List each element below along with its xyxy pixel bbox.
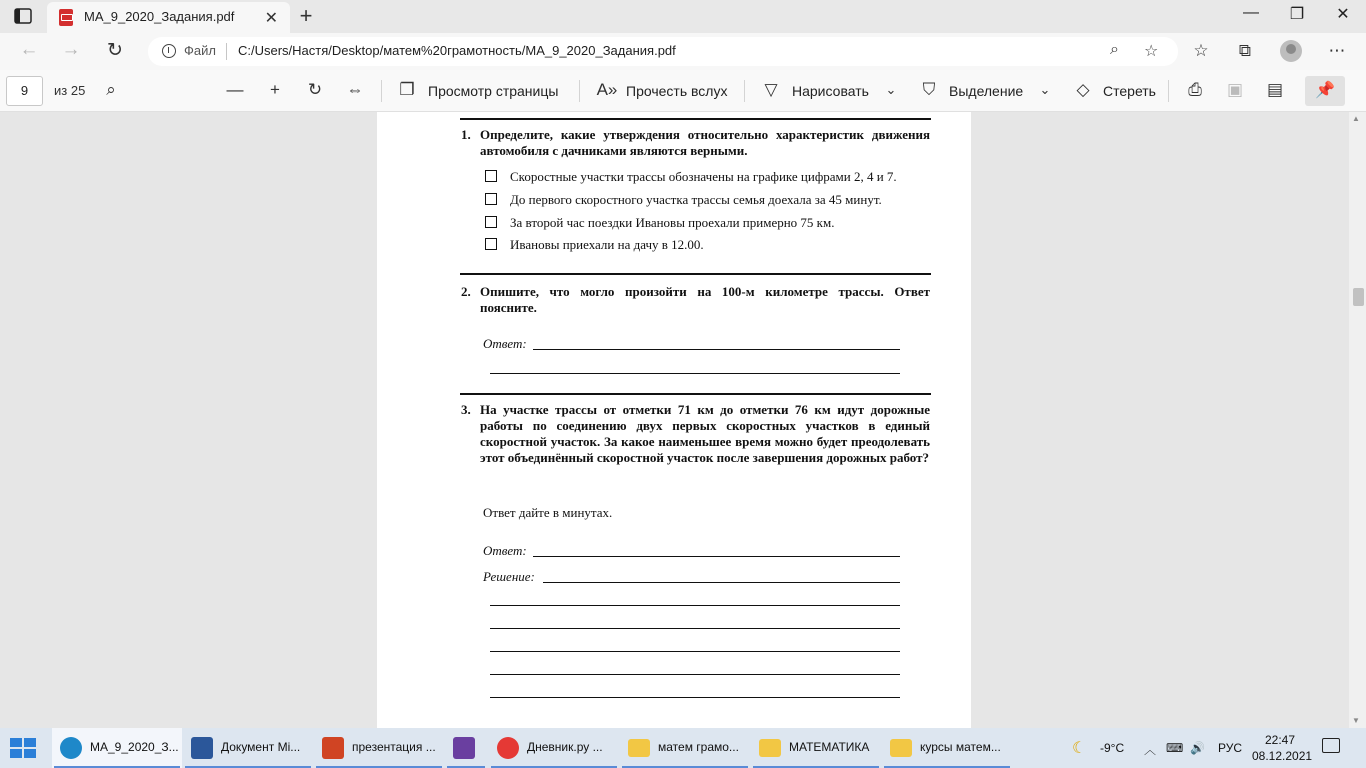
chevron-up-icon[interactable]: ︿ <box>1144 743 1157 757</box>
checkbox[interactable] <box>485 238 497 250</box>
tab-active[interactable] <box>47 2 290 33</box>
zoom-in-icon[interactable]: + <box>270 80 280 99</box>
taskbar-app-folder[interactable] <box>751 728 881 768</box>
read-aloud-button[interactable]: Прочесть вслух <box>626 83 728 99</box>
maximize-button[interactable]: ❐ <box>1289 6 1305 23</box>
page-count: из 25 <box>54 83 86 98</box>
pdf-viewer <box>0 112 1366 728</box>
more-menu-icon[interactable]: ⋯ <box>1328 41 1346 60</box>
question-number: 3. <box>461 402 471 417</box>
print-icon[interactable]: ⎙ <box>1188 80 1202 99</box>
checkbox[interactable] <box>485 216 497 228</box>
tab-title: MA_9_2020_Задания.pdf <box>84 9 235 24</box>
solution-line <box>490 697 900 698</box>
start-button[interactable] <box>10 738 38 758</box>
option-label: За второй час поездки Ивановы проехали примерно 75 км. <box>510 215 835 230</box>
divider <box>744 80 745 102</box>
taskbar-app-label: матем грамо... <box>658 740 739 754</box>
close-window-button[interactable]: ✕ <box>1336 6 1350 23</box>
answer-label: Ответ: <box>483 543 527 558</box>
erase-button[interactable]: Стереть <box>1103 83 1156 99</box>
option-label: Ивановы приехали на дачу в 12.00. <box>510 237 704 252</box>
solution-line <box>490 605 900 606</box>
taskbar-app-word[interactable] <box>183 728 313 768</box>
url-text[interactable]: C:/Users/Настя/Desktop/матем%20грамотность/MA_9_2020_Задания.pdf <box>238 43 676 58</box>
instruction-text: Ответ дайте в минутах. <box>483 505 613 520</box>
divider <box>460 273 931 275</box>
powerpoint-icon <box>322 737 344 759</box>
divider <box>226 43 227 60</box>
taskbar <box>0 728 1366 768</box>
answer-line <box>533 556 900 557</box>
page-number-input[interactable]: 9 <box>6 76 43 106</box>
question-text: Определите, какие утверждения относительно характеристик движения автомобиля с дачниками являются верными. <box>480 127 930 158</box>
option-label: Скоростные участки трассы обозначены на графике цифрами 2, 4 и 7. <box>510 169 897 184</box>
answer-line <box>490 373 900 374</box>
taskbar-app-yandex[interactable] <box>489 728 619 768</box>
solution-line <box>490 674 900 675</box>
page-view-icon[interactable]: ❐ <box>399 80 415 99</box>
file-label: Файл <box>184 43 216 58</box>
divider <box>1168 80 1169 102</box>
folder-icon <box>628 739 650 757</box>
question-number: 2. <box>461 284 471 299</box>
taskbar-app-visual-studio[interactable] <box>445 728 487 768</box>
draw-icon[interactable]: ▽ <box>764 80 778 99</box>
back-button[interactable]: ← <box>19 39 39 60</box>
notifications-icon[interactable] <box>1322 738 1340 753</box>
clock-time: 22:47 <box>1264 733 1296 747</box>
solution-line <box>490 651 900 652</box>
solution-line <box>543 582 900 583</box>
question-text: На участке трассы от отметки 71 км до отметки 76 км идут дорожные работы по соединению двух первых скоростных участков в единый скоростной участок. За какое наименьшее время можно будет преодолевать этот объединённый скоростной участок после завершения дорожных работ? <box>480 402 930 465</box>
folder-icon <box>759 739 781 757</box>
option-label: До первого скоростного участка трассы семья доехала за 45 минут. <box>510 192 882 207</box>
taskbar-app-label: Дневник.ру ... <box>527 740 603 754</box>
visual-studio-icon <box>453 737 475 759</box>
weather-temperature[interactable]: -9°C <box>1100 741 1125 755</box>
tab-actions-icon[interactable] <box>14 8 32 24</box>
word-icon <box>191 737 213 759</box>
taskbar-app-powerpoint[interactable] <box>314 728 444 768</box>
divider <box>460 393 931 395</box>
divider <box>381 80 382 102</box>
collections-icon[interactable]: ⧉ <box>1238 41 1252 60</box>
pdf-page <box>377 112 971 728</box>
zoom-icon[interactable]: ⌕ <box>1110 41 1119 58</box>
divider <box>460 118 931 120</box>
forward-button[interactable]: → <box>61 39 81 60</box>
volume-icon[interactable]: 🔊 <box>1190 741 1205 755</box>
page-view-button[interactable]: Просмотр страницы <box>428 83 559 99</box>
taskbar-app-edge[interactable] <box>52 728 182 768</box>
draw-button[interactable]: Нарисовать <box>792 83 869 99</box>
taskbar-app-label: курсы матем... <box>920 740 1001 754</box>
taskbar-app-label: Документ Mi... <box>221 740 301 754</box>
minimize-button[interactable]: — <box>1243 4 1259 21</box>
answer-line <box>533 349 900 350</box>
taskbar-app-label: презентация ... <box>352 740 436 754</box>
solution-label: Решение: <box>483 569 535 584</box>
address-bar <box>0 33 1366 70</box>
answer-label: Ответ: <box>483 336 527 351</box>
add-favorite-icon[interactable]: ☆ <box>1144 43 1159 60</box>
highlight-icon[interactable]: ⛉ <box>922 80 936 99</box>
avatar[interactable] <box>1280 40 1302 62</box>
scroll-up-icon[interactable]: ▲ <box>1352 114 1360 123</box>
taskbar-app-label: MA_9_2020_З... <box>90 740 179 754</box>
scrollbar[interactable] <box>1349 112 1366 728</box>
checkbox[interactable] <box>485 193 497 205</box>
eraser-icon[interactable]: ◇ <box>1076 80 1090 99</box>
chevron-down-icon[interactable]: ⌄ <box>885 82 897 97</box>
new-tab-button[interactable]: + <box>299 3 313 28</box>
highlight-button[interactable]: Выделение <box>949 83 1024 99</box>
clock[interactable] <box>1252 732 1313 764</box>
clock-date: 08.12.2021 <box>1252 749 1313 763</box>
edge-icon <box>60 737 82 759</box>
question-number: 1. <box>461 127 471 142</box>
checkbox[interactable] <box>485 170 497 182</box>
zoom-out-icon[interactable]: — <box>226 80 244 99</box>
info-icon[interactable] <box>162 44 176 58</box>
divider <box>579 80 580 102</box>
fit-to-width-icon[interactable]: ⇔ <box>346 80 364 99</box>
question-text: Опишите, что могло произойти на 100-м километре трассы. Ответ поясните. <box>480 284 930 315</box>
chevron-down-icon[interactable]: ⌄ <box>1039 82 1051 97</box>
scroll-thumb[interactable] <box>1353 288 1364 306</box>
pdf-file-icon <box>59 9 73 26</box>
taskbar-app-folder[interactable] <box>620 728 750 768</box>
save-icon[interactable]: ▣ <box>1226 80 1244 99</box>
search-icon[interactable]: ⌕ <box>106 80 116 99</box>
language-indicator[interactable]: РУС <box>1218 741 1243 755</box>
weather-moon-icon[interactable]: ☾ <box>1072 740 1087 757</box>
network-icon[interactable]: ⌨ <box>1166 741 1184 755</box>
folder-icon <box>890 739 912 757</box>
refresh-button[interactable]: ↻ <box>107 40 123 61</box>
pin-toolbar-icon[interactable]: 📌 <box>1305 76 1345 106</box>
url-field[interactable] <box>148 37 1178 66</box>
save-as-icon[interactable]: ▤ <box>1266 80 1284 99</box>
favorites-icon[interactable]: ☆ <box>1193 41 1209 60</box>
taskbar-app-label: МАТЕМАТИКА <box>789 740 870 754</box>
read-aloud-icon[interactable]: A» <box>596 80 618 99</box>
rotate-icon[interactable]: ↻ <box>307 80 323 99</box>
scroll-down-icon[interactable]: ▼ <box>1352 716 1360 725</box>
close-tab-icon[interactable]: ✕ <box>264 10 278 27</box>
taskbar-app-folder[interactable] <box>882 728 1012 768</box>
pdf-toolbar <box>0 70 1366 112</box>
yandex-browser-icon <box>497 737 519 759</box>
solution-line <box>490 628 900 629</box>
browser-tab-bar <box>0 0 1366 33</box>
